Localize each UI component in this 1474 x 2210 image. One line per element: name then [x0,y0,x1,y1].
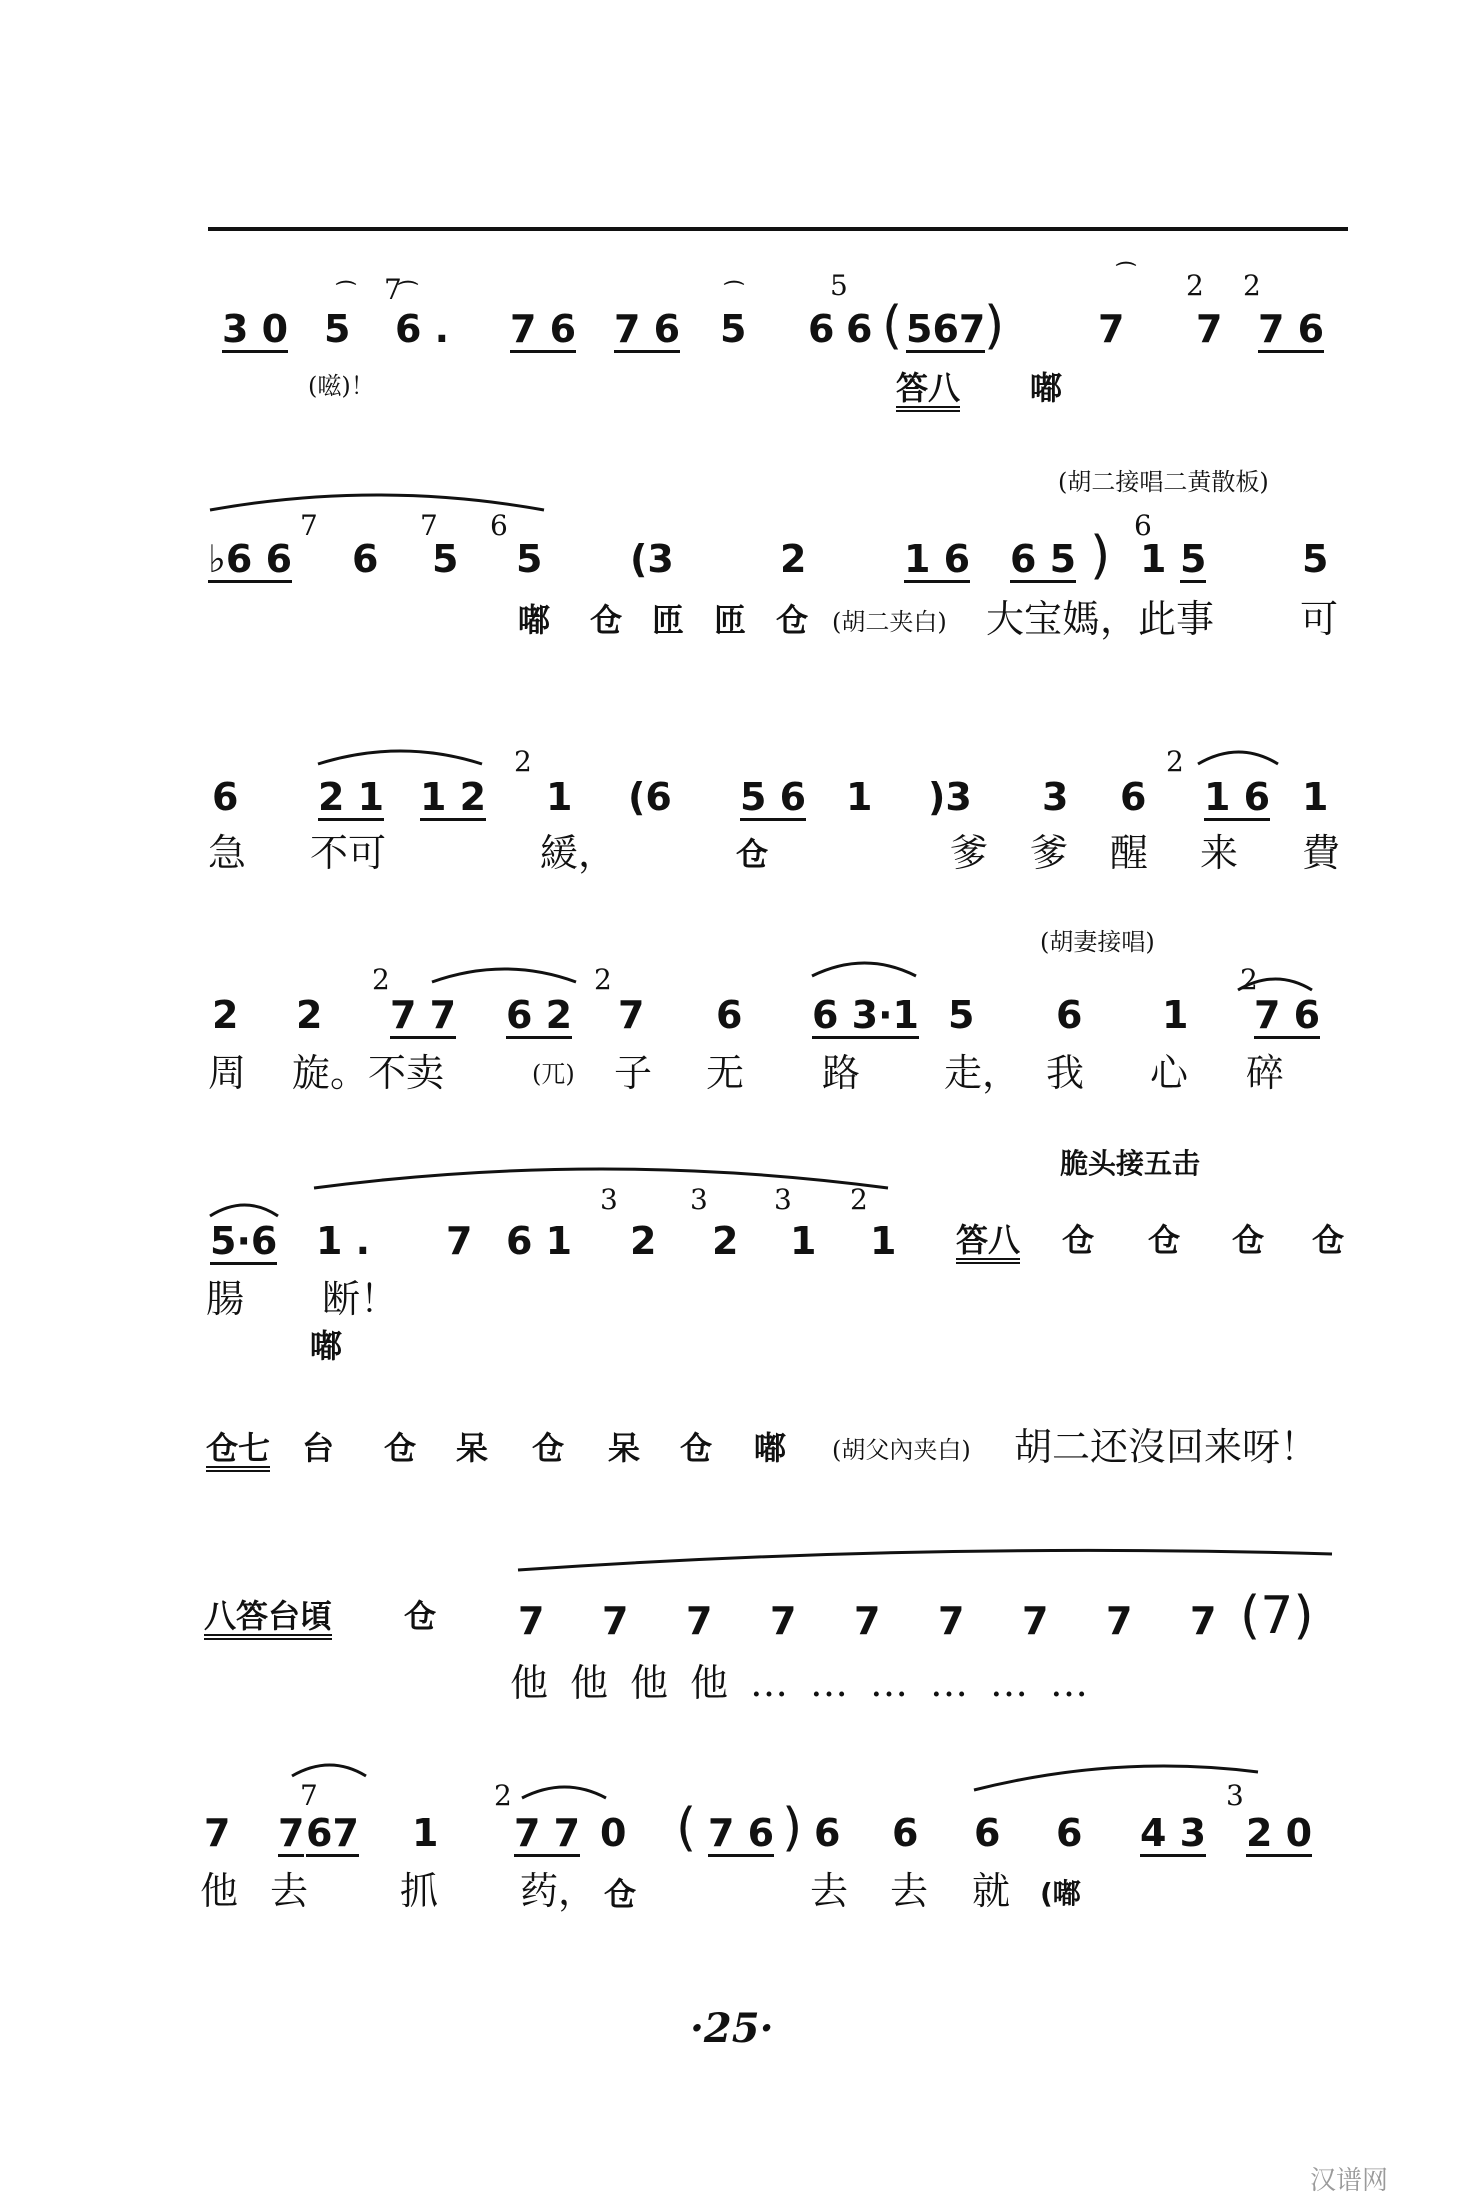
grace-note: 6 [1134,509,1152,542]
note: 5 [720,307,747,351]
slur [810,954,920,980]
note: 5 [1302,537,1329,581]
note-group: 3 0 [222,307,289,351]
fermata-mark: ⌒ [724,279,744,303]
paren-close: ) [782,1798,803,1858]
percussion-syllable: 八答台頃 [204,1600,332,1640]
grace-note: 7 [300,1779,318,1812]
percussion-syllable: 仓 [384,1429,417,1467]
note: 2 [212,993,239,1037]
grace-note: 7 [300,509,318,542]
note: 1 [1162,993,1189,1037]
note: 2 [780,537,807,581]
lyric: 去 [810,1869,849,1913]
lyric: 去 [890,1869,929,1913]
note-group: 7 7 [514,1811,581,1855]
slur [972,1762,1262,1794]
note: 1 [1140,537,1167,581]
note-group: 4 3 [1140,1811,1207,1855]
percussion-syllable: 台 [302,1429,335,1467]
percussion-syllable: 仓 [1232,1221,1265,1259]
grace-note: 7 [384,273,402,306]
note: 2 [630,1219,657,1263]
lyric: 他他他他……………… [510,1661,1111,1705]
lyric: 旋。不卖 [292,1051,445,1095]
note: 7 [854,1599,881,1643]
note: 1 [546,775,573,819]
note: )3 [928,775,972,819]
note: 6 [974,1811,1001,1855]
grace-note: 3 [600,1183,618,1216]
note: 6 [1056,1811,1083,1855]
page-number: ·25· [690,2005,774,2052]
note: 6 [846,307,873,351]
note: 5 [432,537,459,581]
grace-note: 3 [1226,1779,1244,1812]
note: 6 [1056,993,1083,1037]
lyric: 走， [944,1051,1021,1095]
note: 1 . [316,1219,371,1263]
grace-note: 2 [850,1183,868,1216]
grace-note: 2 [594,963,612,996]
slur [1196,742,1282,768]
note: 5 [516,537,543,581]
note: 1 [412,1811,439,1855]
lyric-aside: (兀) [532,1060,575,1088]
percussion-syllable: 匝 [652,601,685,639]
note-group: 7 6 [614,307,681,351]
slur [316,742,486,768]
slur [208,1196,282,1220]
lyric: 就 [972,1869,1011,1913]
note: 2 [712,1219,739,1263]
percussion-syllable: 嘟 [518,601,551,639]
note: 7 [686,1599,713,1643]
note: 6 [212,775,239,819]
paren-close: ) [984,296,1005,356]
spoken-line: 胡二还沒回来呀！ [1014,1425,1319,1469]
note: 5 [1180,537,1207,581]
lyric: 子 [614,1051,653,1095]
lyric: 碎 [1246,1051,1285,1095]
slur [520,1778,610,1802]
lyric: 腸 [206,1277,245,1321]
percussion-syllable: 仓 [532,1429,565,1467]
percussion-syllable: 仓 [1312,1221,1345,1259]
note: 1 [1302,775,1329,819]
note: 7 [1196,307,1223,351]
note-group: 5·6 [210,1219,278,1263]
note: 5 [948,993,975,1037]
note: 7 [618,993,645,1037]
note-group: 2 1 [318,775,385,819]
note-group: 67 [306,1811,359,1855]
lyric: (嗞)！ [308,372,375,400]
aside-text: (胡二夹白) [832,608,947,636]
note: 1 [846,775,873,819]
note: 7 [518,1599,545,1643]
lyric: 无 [706,1051,745,1095]
note: 1 [790,1219,817,1263]
grace-note: 3 [690,1183,708,1216]
note: 7 [770,1599,797,1643]
grace-note: 6 [490,509,508,542]
note-group: 6 2 [506,993,573,1037]
note: 5 [324,307,351,351]
grace-note: 2 [1240,963,1258,996]
note: 0 [600,1811,627,1855]
note: 7 [602,1599,629,1643]
lyric: 費 [1302,831,1341,875]
percussion-syllable: 仓 [404,1597,437,1635]
note: 6 [1120,775,1147,819]
grace-note: 2 [1243,269,1261,302]
top-rule [208,227,1348,231]
percussion-syllable: 仓 [776,601,809,639]
percussion-syllable: 仓 [604,1875,637,1913]
spoken-line: 大宝媽，此事 [986,597,1215,641]
percussion-syllable: 仓 [1148,1221,1181,1259]
note-group: 7 6 [510,307,577,351]
lyric: 緩， [540,831,617,875]
paren-open: ( [676,1798,697,1858]
note: 7 [278,1811,305,1855]
lyric: 周 [208,1051,247,1095]
note-group: 567 [906,307,986,351]
note: 6 [892,1811,919,1855]
percussion-syllable: 呆 [456,1429,489,1467]
watermark: 汉谱网 [1310,2166,1389,2196]
note-group: 1 6 [904,537,971,581]
percussion-syllable: 嘟 [310,1327,343,1365]
lyric: 爹 [1030,831,1069,875]
percussion-syllable: 仓 [736,835,769,873]
note: 6 1 [506,1219,573,1263]
lyric: 断！ [322,1277,399,1321]
note-group: 6 5 [1010,537,1077,581]
grace-note: 7 [420,509,438,542]
note-group: 7 6 [708,1811,775,1855]
note-group: 5 6 [740,775,807,819]
grace-note: 5 [830,269,848,302]
note-group: 6 3·1 [812,993,919,1037]
grace-note: 2 [494,1779,512,1812]
note: 7 [204,1811,231,1855]
fermata-mark: ⌒ [398,279,418,303]
lyric: 抓 [400,1869,439,1913]
lyric: 急 [208,831,247,875]
performance-marking: (胡妻接唱) [1040,928,1155,956]
note: 2 [296,993,323,1037]
lyric: 来 [1200,831,1239,875]
slur [290,1756,370,1780]
percussion-syllable: 仓 [680,1429,713,1467]
percussion-syllable: 匝 [714,601,747,639]
lyric: 我 [1046,1051,1085,1095]
performance-marking: 脆头接五击 [1060,1147,1201,1180]
grace-note: 2 [372,963,390,996]
percussion-syllable: (嘟 [1040,1877,1081,1910]
percussion-syllable: 仓 [590,601,623,639]
note-group: 7 6 [1258,307,1325,351]
grace-note: 2 [1186,269,1204,302]
fermata-mark: ⌒ [1116,260,1136,284]
note: 7 [938,1599,965,1643]
note: 6 [716,993,743,1037]
note: 6 [814,1811,841,1855]
lyric: 可 [1300,597,1339,641]
percussion-syllable: 答八 [956,1224,1020,1264]
note-group: ♭6 6 [208,537,293,581]
slur [516,1548,1336,1574]
lyric: 药， [520,1869,597,1913]
note: (3 [630,537,674,581]
lyric: 路 [822,1051,861,1095]
note: 6 [352,537,379,581]
note: 3 [1042,775,1069,819]
percussion-syllable: 仓 [1062,1221,1095,1259]
paren-close: ) [1090,526,1111,586]
lyric: 他 [200,1869,239,1913]
percussion-syllable: 答八 [896,372,960,412]
note-group: 7 7 [390,993,457,1037]
note-bracketed: (7) [1240,1586,1314,1646]
paren-open: ( [882,296,903,356]
note: 7 [1022,1599,1049,1643]
note-group: 1 2 [420,775,487,819]
grace-note: 2 [514,745,532,778]
percussion-syllable: 嘟 [1030,369,1063,407]
note: 7 [446,1219,473,1263]
percussion-syllable: 呆 [608,1429,641,1467]
note-group: 1 6 [1204,775,1271,819]
performance-marking: (胡二接唱二黄散板) [1058,468,1269,496]
slur [430,960,580,986]
note: 7 [1098,307,1125,351]
lyric: 爹 [950,831,989,875]
note-group: 7 6 [1254,993,1321,1037]
note: 1 [870,1219,897,1263]
note: 7 [1106,1599,1133,1643]
percussion-syllable: 仓七 [206,1432,270,1472]
lyric: 醒 [1110,831,1149,875]
grace-note: 3 [774,1183,792,1216]
lyric: 不可 [310,831,387,875]
lyric: 心 [1150,1051,1189,1095]
fermata-mark: ⌒ [336,279,356,303]
grace-note: 2 [1166,745,1184,778]
note: 6 [808,307,835,351]
aside-text: (胡父內夹白) [832,1436,971,1464]
percussion-syllable: 嘟 [754,1429,787,1467]
note: (6 [628,775,672,819]
note: 6 . [395,307,450,351]
note-group: 2 0 [1246,1811,1313,1855]
lyric: 去 [270,1869,309,1913]
note: 7 [1190,1599,1217,1643]
